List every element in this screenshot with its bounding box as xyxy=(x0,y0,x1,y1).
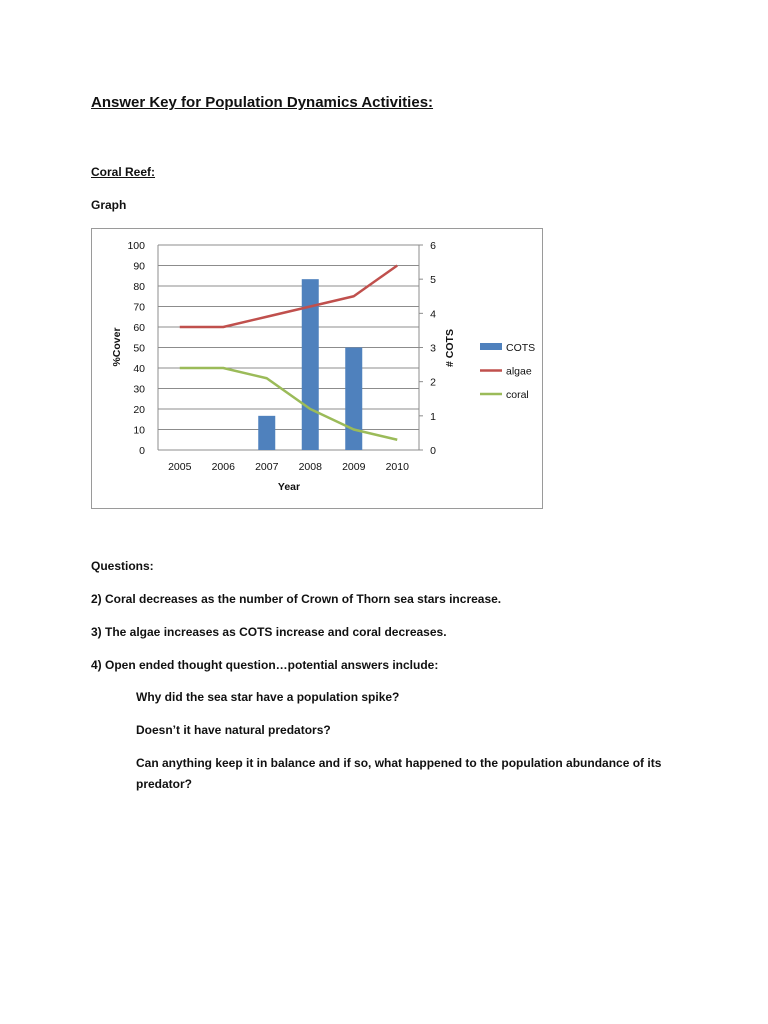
legend-label-algae: algae xyxy=(506,365,532,378)
x-tick-label: 2008 xyxy=(298,461,322,473)
y-left-tick-label: 10 xyxy=(133,424,145,437)
x-tick-label: 2005 xyxy=(168,461,192,473)
y-axis-left-title: %Cover xyxy=(111,327,123,367)
y-left-tick-label: 60 xyxy=(133,322,145,334)
question-4: 4) Open ended thought question…potential answers include: xyxy=(91,658,439,672)
y-left-tick-label: 0 xyxy=(139,445,145,457)
bar-cots xyxy=(345,348,362,451)
x-tick-label: 2006 xyxy=(211,461,235,473)
y-right-tick-label: 3 xyxy=(430,342,436,355)
y-right-tick-label: 5 xyxy=(430,274,436,287)
sub-question: Why did the sea star have a population spike? xyxy=(136,690,400,704)
y-right-tick-label: 2 xyxy=(430,376,436,389)
document-title: Answer Key for Population Dynamics Activities: xyxy=(91,94,434,111)
y-axis-right-title: # COTS xyxy=(444,329,456,367)
question-3: 3) The algae increases as COTS increase and coral decreases. xyxy=(91,625,447,639)
population-chart xyxy=(92,229,544,510)
y-right-tick-label: 0 xyxy=(430,445,436,457)
legend-swatch-cots xyxy=(480,343,502,350)
y-left-tick-label: 40 xyxy=(133,363,145,375)
line-coral xyxy=(180,368,398,440)
y-left-tick-label: 100 xyxy=(127,240,145,252)
line-algae xyxy=(180,266,398,328)
y-right-tick-label: 1 xyxy=(430,410,436,423)
y-right-tick-label: 4 xyxy=(430,308,436,321)
y-left-tick-label: 70 xyxy=(133,301,145,314)
y-left-tick-label: 50 xyxy=(133,342,145,355)
legend-label-coral: coral xyxy=(506,389,529,401)
y-left-tick-label: 90 xyxy=(133,260,145,273)
question-2: 2) Coral decreases as the number of Crown of Thorn sea stars increase. xyxy=(91,592,502,606)
bar-cots xyxy=(258,416,275,450)
graph-label: Graph xyxy=(91,198,127,212)
section-heading: Coral Reef: xyxy=(91,165,156,179)
sub-question: Can anything keep it in balance and if so, what happened to the population abundance of its predator? xyxy=(136,756,662,791)
x-tick-label: 2009 xyxy=(342,461,366,473)
questions-heading: Questions: xyxy=(91,559,154,573)
y-left-tick-label: 30 xyxy=(133,383,145,396)
sub-question: Doesn’t it have natural predators? xyxy=(136,723,331,737)
y-left-tick-label: 20 xyxy=(133,404,145,416)
y-right-tick-label: 6 xyxy=(430,240,436,252)
chart-frame xyxy=(91,228,543,509)
x-tick-label: 2010 xyxy=(385,461,409,473)
x-tick-label: 2007 xyxy=(255,461,279,473)
legend-label-cots: COTS xyxy=(506,342,536,354)
x-axis-title: Year xyxy=(277,481,301,493)
y-left-tick-label: 80 xyxy=(133,281,145,293)
